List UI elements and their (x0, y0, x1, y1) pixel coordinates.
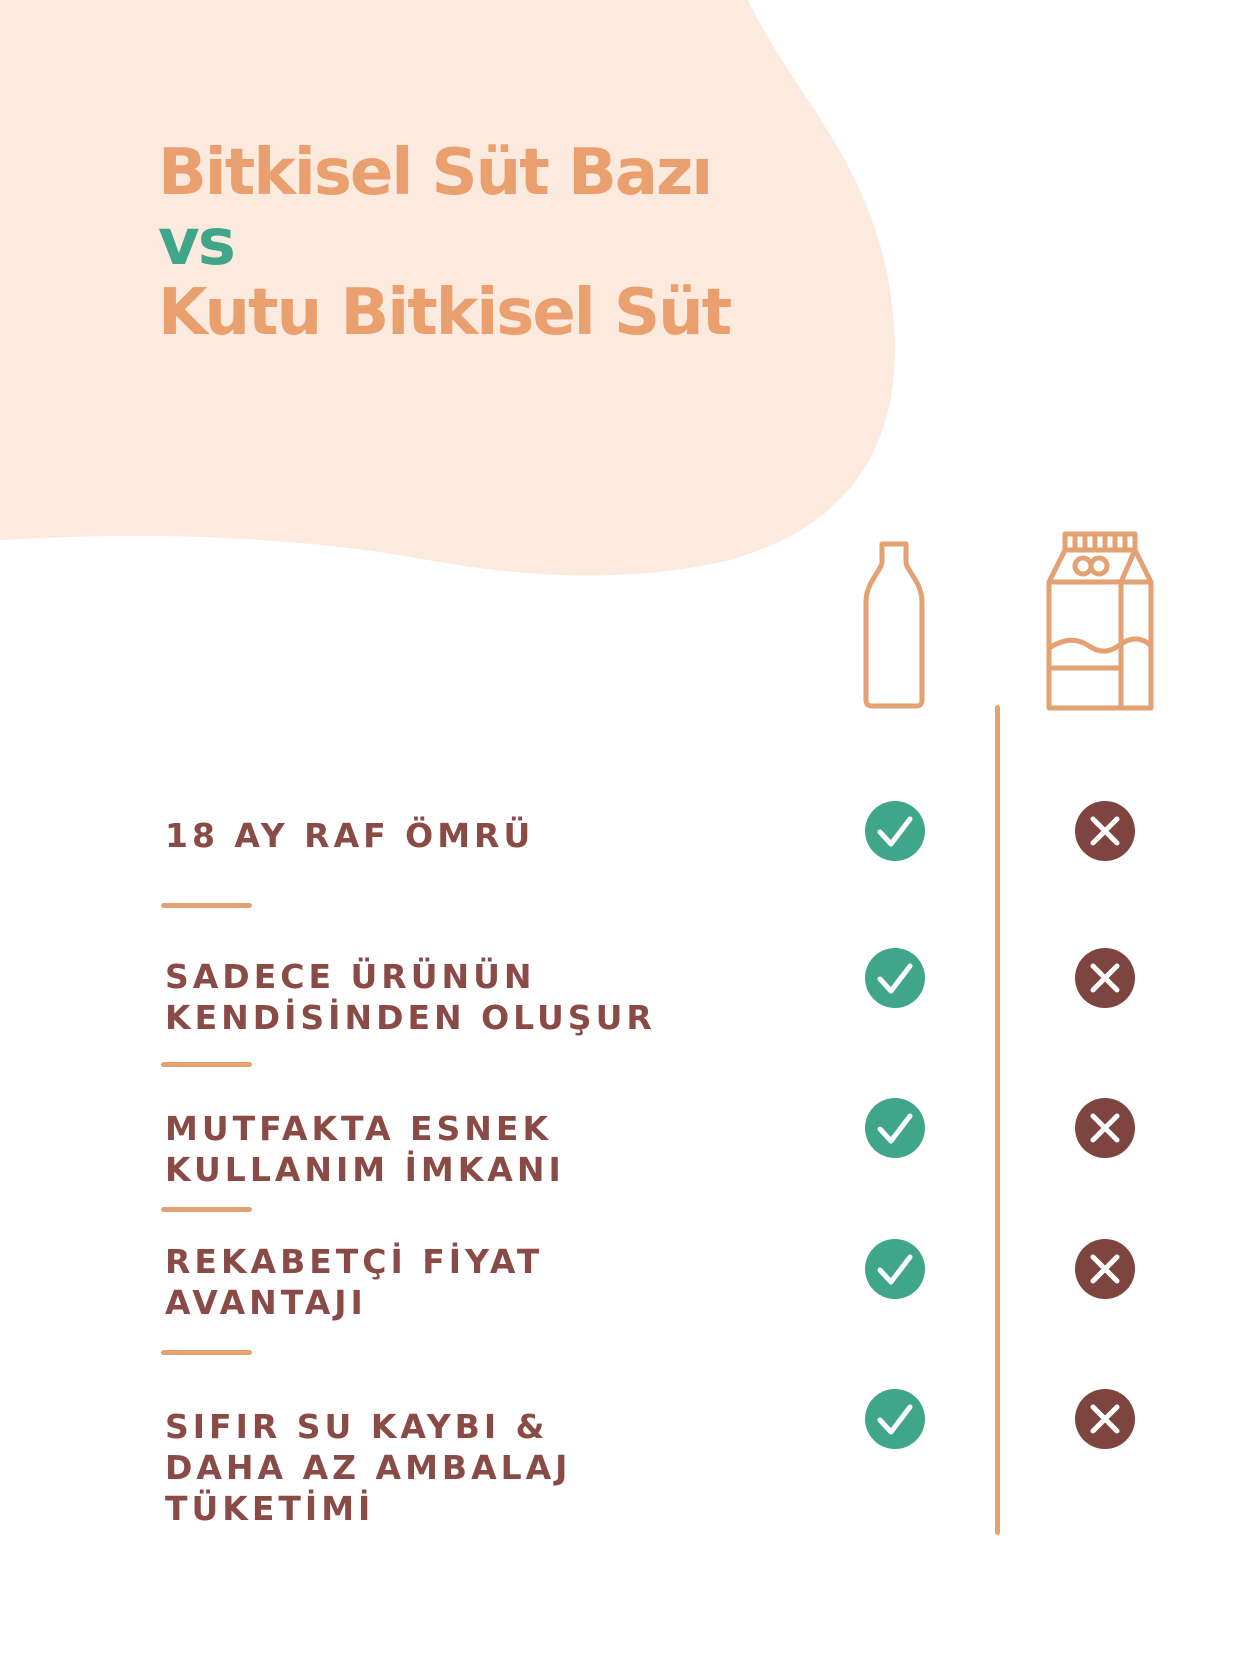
title-vs: vs (158, 206, 234, 280)
title-line-1: Bitkisel Süt Bazı (158, 136, 712, 210)
cross-icon (1074, 1097, 1136, 1159)
cross-icon (1074, 1238, 1136, 1300)
check-icon (864, 1388, 926, 1450)
row-separator (161, 1350, 252, 1355)
row-label-zero-water-loss: SIFIR SU KAYBI & DAHA AZ AMBALAJ TÜKETİMİ (165, 1407, 572, 1528)
check-icon (864, 947, 926, 1009)
column-divider (995, 705, 1000, 1535)
cross-icon (1074, 1388, 1136, 1450)
row-separator (161, 1062, 252, 1067)
row-label-price-advantage: REKABETÇİ FİYAT AVANTAJI (165, 1242, 544, 1322)
milk-carton-icon (1045, 530, 1155, 712)
row-label-kitchen-flexibility: MUTFAKTA ESNEK KULLANIM İMKANI (165, 1109, 565, 1189)
row-label-pure-ingredients: SADECE ÜRÜNÜN KENDİSİNDEN OLUŞUR (165, 957, 656, 1037)
row-label-shelf-life: 18 AY RAF ÖMRÜ (165, 816, 535, 855)
page-title (158, 138, 730, 348)
check-icon (864, 800, 926, 862)
check-icon (864, 1238, 926, 1300)
cross-icon (1074, 947, 1136, 1009)
title-line-2: Kutu Bitkisel Süt (158, 276, 731, 350)
bottle-icon (862, 540, 926, 710)
row-separator (161, 1207, 252, 1212)
cross-icon (1074, 800, 1136, 862)
row-separator (161, 903, 252, 908)
check-icon (864, 1097, 926, 1159)
